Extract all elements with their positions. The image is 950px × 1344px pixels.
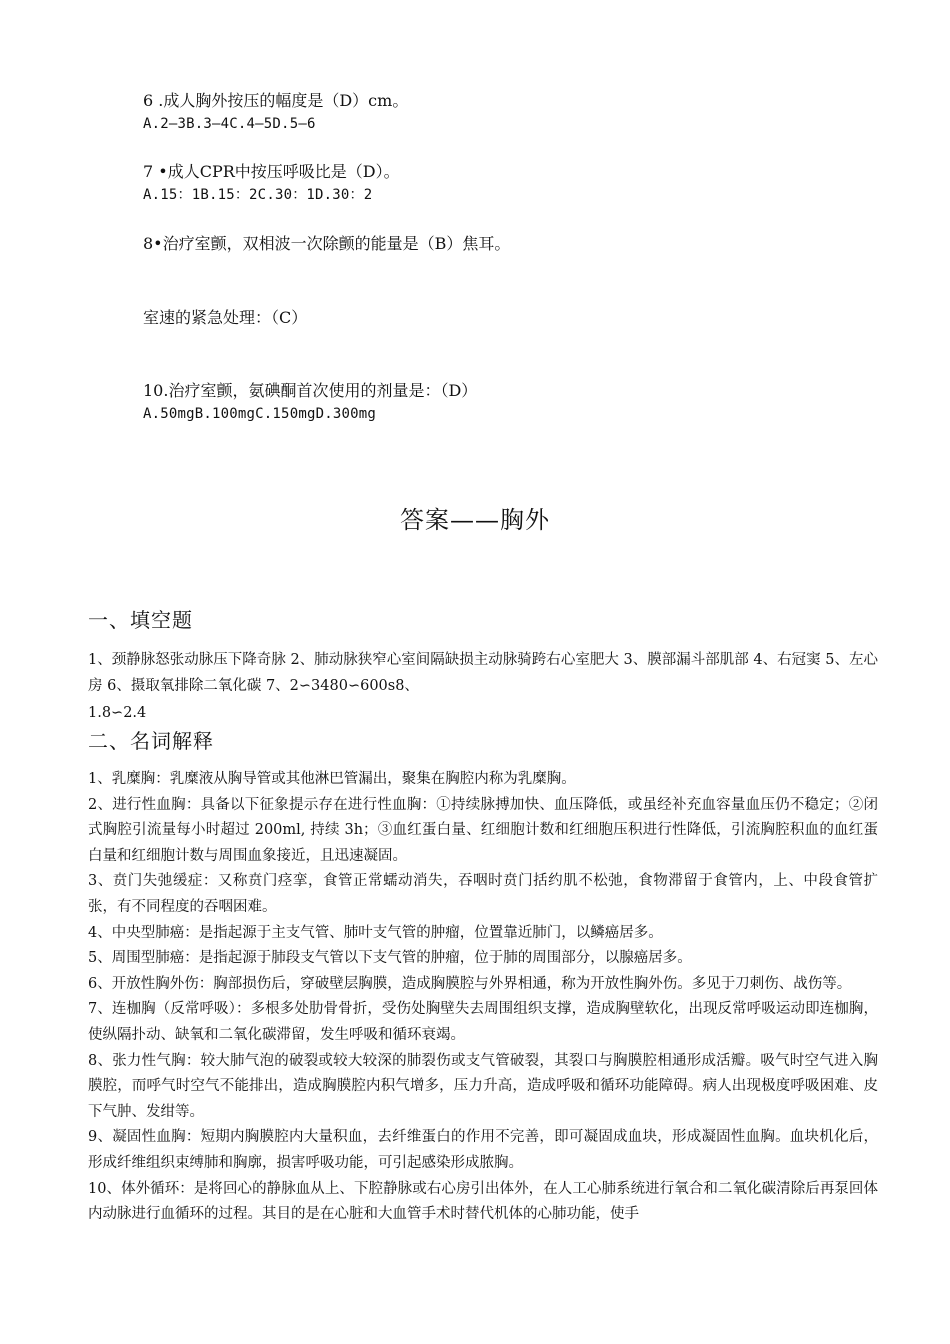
fill-blank-answers: 1、颈静脉怒张动脉压下降奇脉 2、肺动脉狭窄心室间隔缺损主动脉骑跨右心室肥大 3、膜部漏斗部肌部 4、右冠窦 5、左心房 6、摄取氧排除二氧化碳 7、2∽3480∽600s8、 [88, 652, 878, 694]
term-definition: 9、凝固性血胸：短期内胸膜腔内大量积血，去纤维蛋白的作用不完善，即可凝固成血块，形成凝固性血胸。血块机化后，形成纤维组织束缚肺和胸廓，损害呼吸功能，可引起感染形成脓胸。 [88, 1129, 878, 1171]
question-10: 10.治疗室颤，氨碘酮首次使用的剂量是：（D） [143, 381, 478, 400]
question-7: 7 •成人CPR中按压呼吸比是（D）。 [143, 162, 400, 181]
question-6-options: A.2—3B.3—4C.4—5D.5—6 [143, 116, 316, 132]
term-definition: 7、连枷胸（反常呼吸）：多根多处肋骨骨折，受伤处胸壁失去周围组织支撑，造成胸壁软化，出现反常呼吸运动即连枷胸，使纵隔扑动、缺氧和二氧化碳滞留，发生呼吸和循环衰竭。 [88, 1001, 878, 1043]
term-definition-list [88, 767, 878, 1228]
term-definition: 2、进行性血胸：具备以下征象提示存在进行性血胸：①持续脉搏加快、血压降低，或虽经补充血容量血压仍不稳定；②闭式胸腔引流量每小时超过 200ml, 持续 3h；③血红蛋白量、红细胞计数和红细胞压积进行性降低，引流胸腔积血的血红蛋白量和红细胞计数与周围血象接近，且迅速凝固。 [88, 796, 878, 864]
question-7-options: A.15：1B.15：2C.30：1D.30：2 [143, 187, 373, 203]
term-definition: 6、开放性胸外伤：胸部损伤后，穿破壁层胸膜，造成胸膜腔与外界相通，称为开放性胸外伤。多见于刀刺伤、战伤等。 [88, 975, 852, 992]
section-heading-fill-blank: 一、填空题 [88, 608, 193, 632]
term-definition: 10、体外循环：是将回心的静脉血从上、下腔静脉或右心房引出体外，在人工心肺系统进行氧合和二氧化碳清除后再泵回体内动脉进行血循环的过程。其目的是在心脏和大血管手术时替代机体的心肺功能，使手 [88, 1180, 878, 1223]
term-definition: 3、贲门失弛缓症：又称贲门痉挛，食管正常蠕动消失，吞咽时贲门括约肌不松弛，食物滞留于食管内，上、中段食管扩张，有不同程度的吞咽困难。 [88, 873, 878, 915]
question-8: 8•治疗室颤，双相波一次除颤的能量是（B）焦耳。 [143, 234, 511, 253]
question-6: 6 .成人胸外按压的幅度是（D）cm。 [143, 91, 409, 110]
answer-title: 答案——胸外 [400, 506, 550, 534]
term-definition: 1、乳糜胸：乳糜液从胸导管或其他淋巴管漏出，聚集在胸腔内称为乳糜胸。 [88, 771, 576, 787]
term-definition: 4、中央型肺癌：是指起源于主支气管、肺叶支气管的肿瘤，位置靠近肺门，以鳞癌居多。 [88, 924, 663, 941]
term-definition: 5、周围型肺癌：是指起源于肺段支气管以下支气管的肿瘤，位于肺的周围部分，以腺癌居多。 [88, 950, 692, 967]
section-heading-terms: 二、名词解释 [88, 729, 214, 753]
question-10-options: A.50mgB.100mgC.150mgD.300mg [143, 406, 376, 422]
question-9: 室速的紧急处理：（C） [143, 308, 308, 327]
fill-blank-answers-cont: 1.8∽2.4 [88, 705, 147, 721]
term-definition: 8、张力性气胸：较大肺气泡的破裂或较大较深的肺裂伤或支气管破裂，其裂口与胸膜腔相通形成活瓣。吸气时空气进入胸膜腔，而呼气时空气不能排出，造成胸膜腔内积气增多，压力升高，造成呼吸和循环功能障碍。病人出现极度呼吸困难、皮下气肿、发绀等。 [88, 1052, 878, 1120]
